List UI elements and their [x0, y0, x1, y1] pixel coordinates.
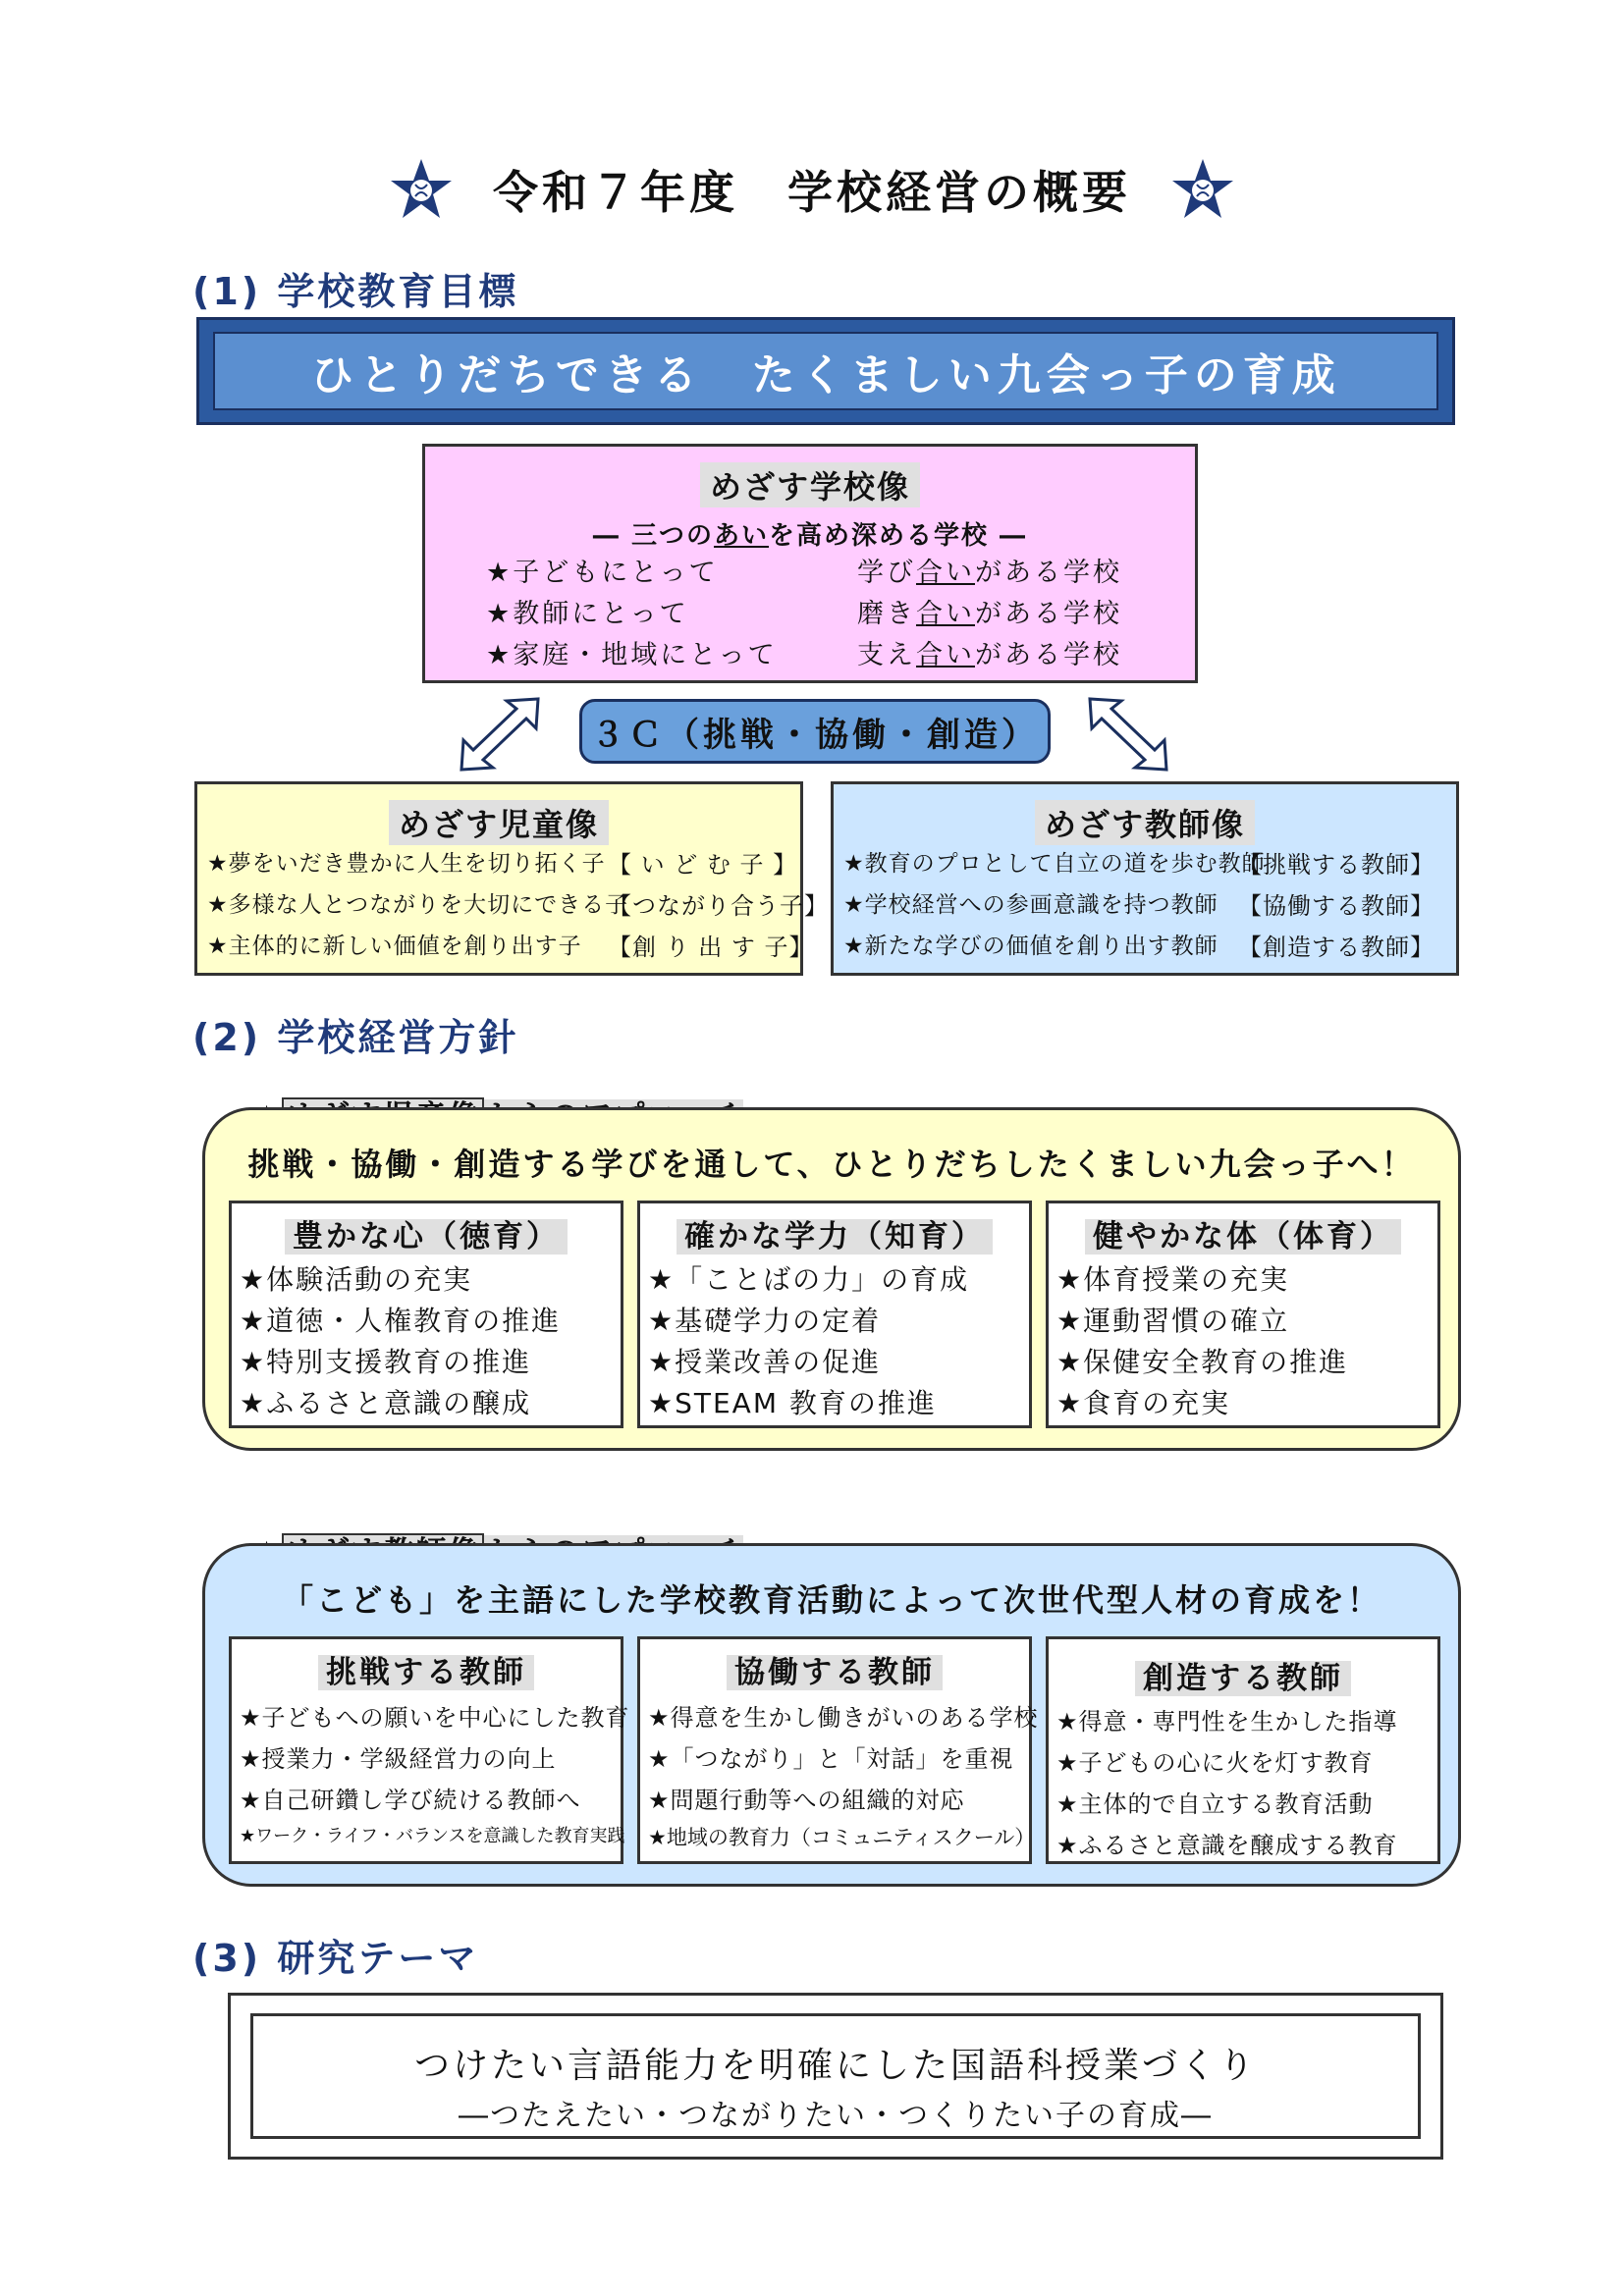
row-post: がある学校 — [975, 640, 1122, 670]
three-c-badge — [579, 699, 1051, 764]
double-arrow-left-icon — [456, 693, 544, 775]
teacher-image-box — [831, 781, 1459, 976]
approach-column — [1046, 1636, 1440, 1864]
column-item: ★ふるさと意識を醸成する教育 — [1056, 1832, 1398, 1859]
section-heading-goal: (1) 学校教育目標 — [192, 270, 519, 313]
page-title: 令和７年度 学校経営の概要 — [493, 166, 1131, 219]
column-item: ★子どもへの願いを中心にした教育 — [240, 1704, 630, 1732]
school-row-left: ★家庭・地域にとって — [486, 640, 778, 670]
approach-column — [637, 1636, 1039, 1864]
school-row-right — [857, 592, 1122, 630]
column-item: ★得意を生かし働きがいのある学校 — [648, 1704, 1039, 1732]
star-emblem-icon — [1170, 157, 1235, 222]
panel-lead-text: 挑戦・協働・創造する学びを通して、ひとりだちしたくましい九会っ子へ！ — [247, 1146, 1416, 1183]
column-item: ★問題行動等への組織的対応 — [648, 1787, 965, 1814]
child-image-row: ★主体的に新しい価値を創り出す子 — [207, 934, 582, 959]
row-underlined: 合い — [916, 640, 975, 670]
column-item: ★食育の充実 — [1056, 1387, 1231, 1419]
subtitle-post: を高め深める学校 ― — [769, 521, 1028, 551]
row-pre: 支え — [857, 640, 916, 670]
section-heading-policy: (2) 学校経営方針 — [192, 1016, 519, 1059]
column-title: 豊かな心（徳育） — [285, 1219, 568, 1255]
teacher-image-tag: 【協働する教師】 — [1238, 892, 1435, 920]
panel-lead-text: 「こども」を主語にした学校教育活動によって次世代型人材の育成を！ — [281, 1581, 1381, 1619]
column-item: ★「ことばの力」の育成 — [648, 1263, 970, 1296]
subtitle-underlined: あい — [713, 521, 769, 551]
child-image-box — [194, 781, 829, 976]
section-heading-research: (3) 研究テーマ — [192, 1937, 479, 1980]
star-emblem-icon — [389, 157, 454, 222]
column-item: ★運動習慣の確立 — [1056, 1305, 1290, 1337]
column-item: ★基礎学力の定着 — [648, 1305, 882, 1337]
school-image-title: めざす学校像 — [700, 462, 920, 507]
goal-inner — [213, 332, 1438, 410]
column-item: ★STEAM 教育の推進 — [648, 1387, 937, 1419]
row-underlined: 合い — [916, 599, 975, 629]
column-item: ★自己研鑽し学び続ける教師へ — [240, 1787, 581, 1814]
child-approach-panel — [202, 1107, 1461, 1451]
approach-column — [637, 1201, 1032, 1428]
column-title: 挑戦する教師 — [318, 1655, 534, 1690]
research-theme-box — [228, 1993, 1443, 2160]
row-underlined: 合い — [916, 558, 975, 588]
school-row-left: ★子どもにとって — [486, 558, 719, 588]
school-row-right — [857, 551, 1122, 589]
column-item: ★保健安全教育の推進 — [1056, 1346, 1349, 1378]
double-arrow-right-icon — [1084, 693, 1172, 775]
subtitle-pre: ― 三つの — [592, 521, 714, 551]
teacher-image-tag: 【挑戦する教師】 — [1238, 851, 1435, 879]
row-pre: 磨き — [857, 599, 916, 629]
column-item: ★授業改善の促進 — [648, 1346, 882, 1378]
teacher-image-title: めざす教師像 — [1035, 800, 1255, 845]
school-row-left: ★教師にとって — [486, 599, 689, 629]
teacher-approach-panel — [202, 1543, 1461, 1887]
research-theme-subtitle: ―つたえたい・つながりたい・つくりたい子の育成― — [459, 2099, 1213, 2133]
row-pre: 学び — [857, 558, 916, 588]
teacher-image-row: ★学校経営への参画意識を持つ教師 — [843, 892, 1218, 918]
research-theme-inner — [250, 2013, 1421, 2139]
column-item: ★主体的で自立する教育活動 — [1056, 1790, 1374, 1818]
row-post: がある学校 — [975, 599, 1122, 629]
column-item: ★体験活動の充実 — [240, 1263, 473, 1296]
column-item: ★得意・専門性を生かした指導 — [1056, 1708, 1398, 1735]
column-item: ★「つながり」と「対話」を重視 — [648, 1745, 1014, 1773]
column-item: ★特別支援教育の推進 — [240, 1346, 532, 1378]
column-title: 創造する教師 — [1135, 1661, 1351, 1696]
research-theme-title: つけたい言語能力を明確にした国語科授業づくり — [413, 2046, 1257, 2086]
teacher-image-tag: 【創造する教師】 — [1238, 934, 1435, 961]
column-item: ★道徳・人権教育の推進 — [240, 1305, 562, 1337]
column-item: ★地域の教育力（コミュニティスクール） — [648, 1826, 1036, 1849]
school-image-subtitle — [425, 515, 1195, 552]
column-item: ★体育授業の充実 — [1056, 1263, 1290, 1296]
column-title: 協働する教師 — [727, 1655, 943, 1690]
child-image-tag: 【 い ど む 子 】 — [608, 851, 798, 879]
school-row-right — [857, 633, 1122, 671]
column-item: ★ワーク・ライフ・バランスを意識した教育実践 — [240, 1826, 625, 1846]
three-c-text: ３Ｃ（挑戦・協働・創造） — [591, 715, 1039, 755]
column-title: 健やかな体（体育） — [1085, 1219, 1401, 1255]
child-image-row: ★多様な人とつながりを大切にできる子 — [207, 892, 629, 918]
child-image-title: めざす児童像 — [389, 800, 609, 845]
column-item: ★子どもの心に火を灯す教育 — [1056, 1749, 1374, 1777]
page-header — [0, 155, 1624, 224]
row-post: がある学校 — [975, 558, 1122, 588]
school-goal-banner — [196, 317, 1455, 425]
school-image-box — [422, 444, 1198, 683]
approach-column — [1046, 1201, 1440, 1428]
column-item: ★ふるさと意識の醸成 — [240, 1387, 532, 1419]
approach-column — [229, 1636, 630, 1864]
column-title: 確かな学力（知育） — [677, 1219, 993, 1255]
child-image-tag: 【つながり合う子】 — [608, 892, 829, 920]
child-image-row: ★夢をいだき豊かに人生を切り拓く子 — [207, 851, 606, 877]
approach-column — [229, 1201, 623, 1428]
teacher-image-row: ★新たな学びの価値を創り出す教師 — [843, 934, 1218, 959]
teacher-image-row: ★教育のプロとして自立の道を歩む教師 — [843, 851, 1266, 877]
school-goal-text: ひとりだちできる たくましい九会っ子の育成 — [310, 350, 1341, 400]
column-item: ★授業力・学級経営力の向上 — [240, 1745, 557, 1773]
child-image-tag: 【創 り 出 す 子】 — [608, 934, 814, 961]
